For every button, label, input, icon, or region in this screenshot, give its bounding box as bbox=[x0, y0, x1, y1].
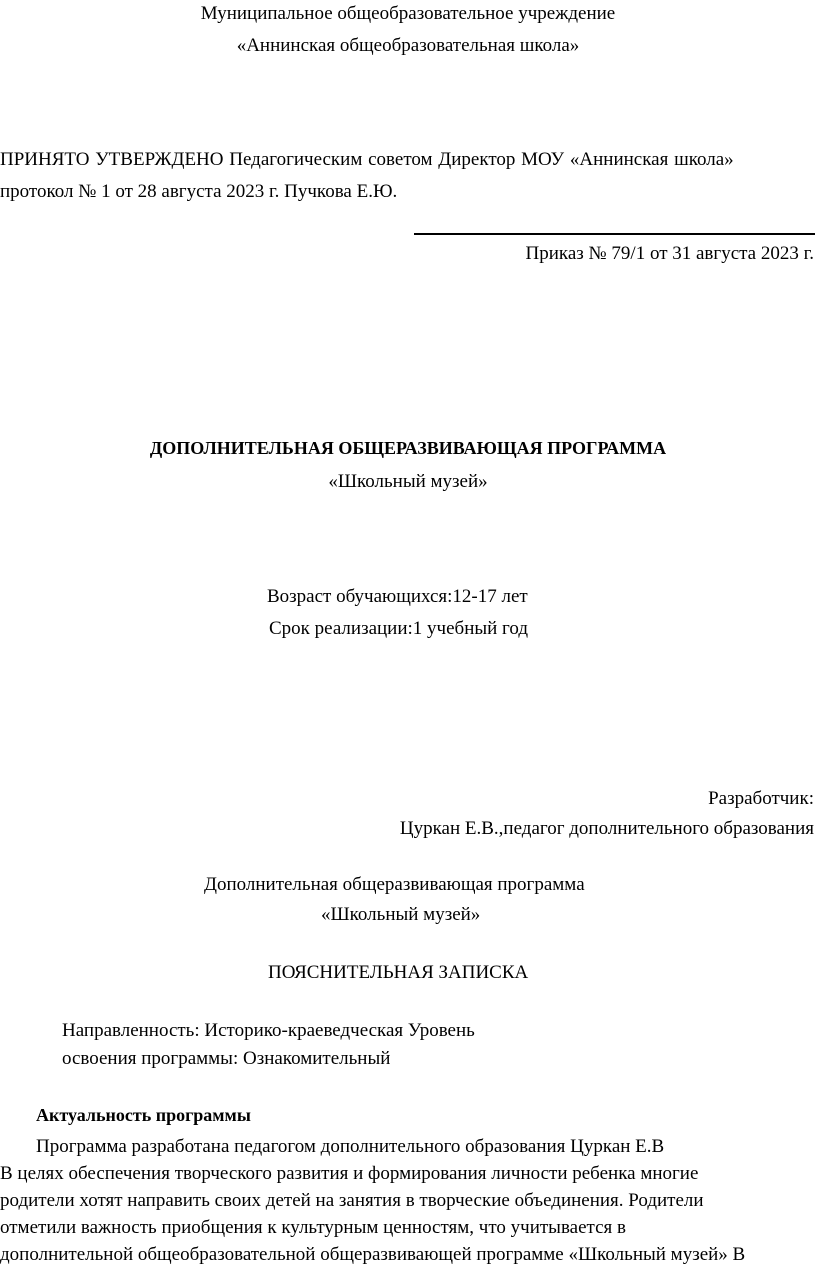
approval-line-1: ПРИНЯТО УТВЕРЖДЕНО Педагогическим советом Директор МОУ «Аннинская школа» bbox=[0, 149, 734, 170]
relevance-line-2: В целях обеспечения творческого развития и формирования личности ребенка многие bbox=[0, 1163, 699, 1184]
note-program-name: «Школьный музей» bbox=[321, 904, 481, 925]
school-name-line: «Аннинская общеобразовательная школа» bbox=[236, 35, 580, 56]
relevance-line-5: дополнительной общеобразовательной общеразвивающей программе «Школьный музей» В bbox=[0, 1244, 746, 1265]
school-type-line: Муниципальное общеобразовательное учреждение bbox=[200, 3, 616, 24]
developer-name: Цуркан Е.В.,педагог дополнительного образования bbox=[399, 818, 814, 839]
explanatory-note-heading: ПОЯСНИТЕЛЬНАЯ ЗАПИСКА bbox=[268, 962, 529, 983]
relevance-line-3: родители хотят направить своих детей на занятия в творческие объединения. Родители bbox=[0, 1190, 704, 1211]
order-line: Приказ № 79/1 от 31 августа 2023 г. bbox=[525, 243, 814, 264]
program-name: «Школьный музей» bbox=[328, 471, 488, 492]
approval-line-2: протокол № 1 от 28 августа 2023 г. Пучкова Е.Ю. bbox=[0, 181, 398, 202]
relevance-heading: Актуальность программы bbox=[36, 1105, 251, 1125]
relevance-line-4: отметили важность приобщения к культурным ценностям, что учитывается в bbox=[0, 1217, 626, 1238]
direction-line-1: Направленность: Историко-краеведческая Уровень bbox=[62, 1020, 475, 1041]
implementation-term: Срок реализации:1 учебный год bbox=[269, 618, 528, 639]
note-program-line: Дополнительная общеразвивающая программа bbox=[204, 874, 585, 895]
developer-label: Разработчик: bbox=[708, 788, 814, 809]
student-age: Возраст обучающихся:12-17 лет bbox=[267, 586, 528, 607]
direction-line-2: освоения программы: Ознакомительный bbox=[62, 1048, 391, 1069]
program-title: ДОПОЛНИТЕЛЬНАЯ ОБЩЕРАЗВИВАЮЩАЯ ПРОГРАММА bbox=[149, 438, 667, 458]
relevance-line-1: Программа разработана педагогом дополнительного образования Цуркан Е.В bbox=[36, 1136, 665, 1157]
signature-rule bbox=[414, 233, 815, 235]
